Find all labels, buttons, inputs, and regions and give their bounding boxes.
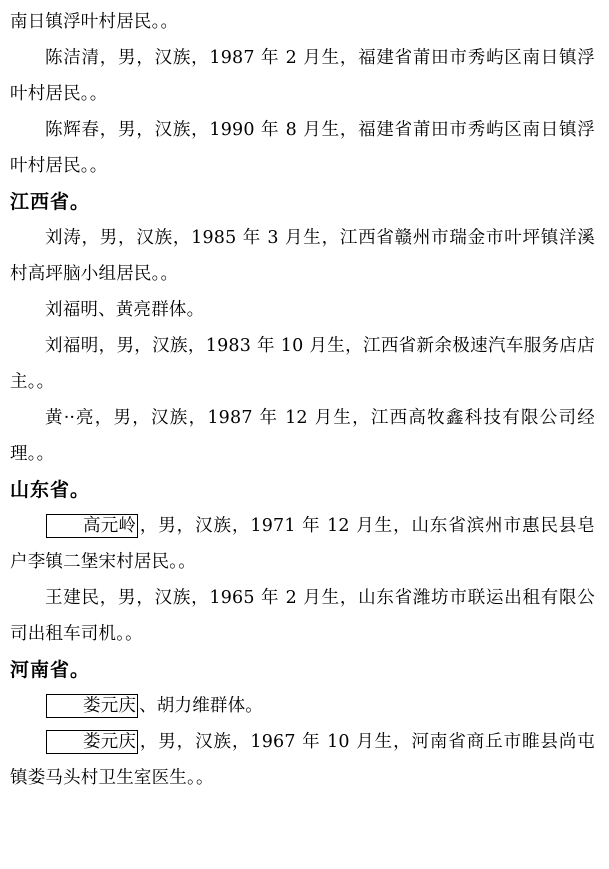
paragraph-text: 南日镇浮叶村居民。。 xyxy=(10,12,179,32)
boxed-name: 高元岭 xyxy=(46,514,138,538)
paragraph-text: 陈洁清，男，汉族，1987 年 2 月生，福建省莆田市秀屿区南日镇浮叶村居民。。 xyxy=(10,48,595,104)
section-heading-jiangxi: 江西省。 xyxy=(10,191,91,213)
paragraph-rest: 、胡力维群体。 xyxy=(139,696,264,716)
name-prefix: 黄 xyxy=(45,408,64,428)
paragraph-text xyxy=(10,508,595,580)
paragraph-rest: ，男，汉族，1971 年 12 月生，山东省滨州市惠民县皂户李镇二堡宋村居民。。 xyxy=(10,516,595,572)
paragraph-text: 刘福明、黄亮群体。 xyxy=(45,300,205,320)
section-heading-henan: 河南省。 xyxy=(10,659,91,681)
paragraph-text: 王建民，男，汉族，1965 年 2 月生，山东省潍坊市联运出租有限公司出租车司机。。 xyxy=(10,588,595,644)
boxed-name: 娄元庆 xyxy=(46,730,138,754)
paragraph-text: 陈辉春，男，汉族，1990 年 8 月生，福建省莆田市秀屿区南日镇浮叶村居民。。 xyxy=(10,120,595,176)
section-heading-shandong: 山东省。 xyxy=(10,479,91,501)
boxed-name: 娄元庆 xyxy=(46,694,138,718)
paragraph-rest: ，男，汉族，1967 年 10 月生，河南省商丘市睢县尚屯镇娄马头村卫生室医生。。 xyxy=(10,732,595,788)
paragraph-rest: 亮，男，汉族，1987 年 12 月生，江西高牧鑫科技有限公司经理。。 xyxy=(10,408,595,464)
paragraph-text: 刘涛，男，汉族，1985 年 3 月生，江西省赣州市瑞金市叶坪镇洋溪村高坪脑小组居民。。 xyxy=(10,228,595,284)
paragraph-text xyxy=(10,688,595,724)
paragraph-text xyxy=(10,400,595,472)
paragraph-text: 刘福明，男，汉族，1983 年 10 月生，江西省新余极速汽车服务店店主。。 xyxy=(10,336,595,392)
redaction-dots: ·· xyxy=(63,408,75,428)
paragraph-text xyxy=(10,724,595,796)
